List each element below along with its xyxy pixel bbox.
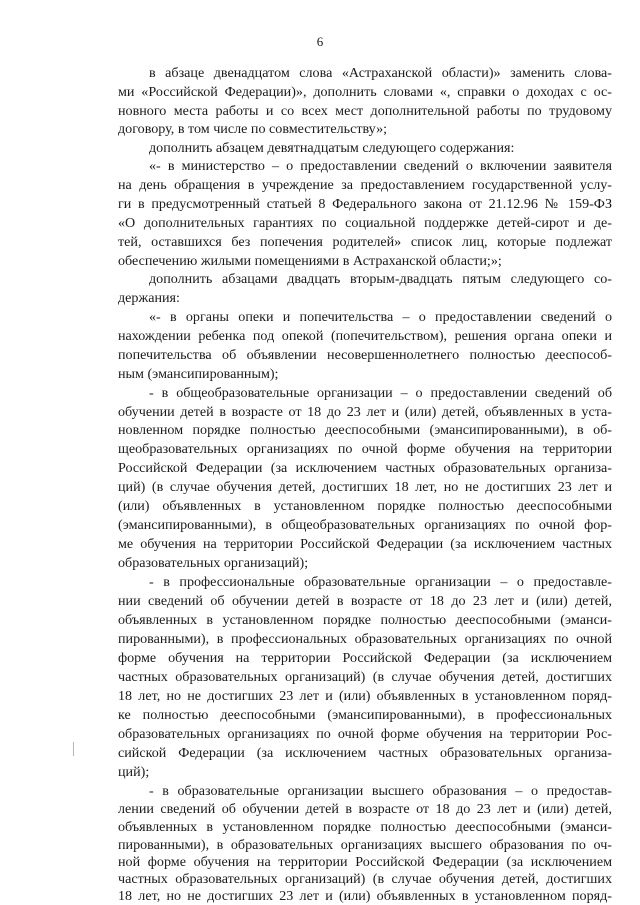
text-line: договору, в том числе по совместительству»; bbox=[118, 121, 388, 137]
text-line: 18 лет, но не достигших 23 лет и (или) объявленных в установленном поряд- bbox=[118, 688, 612, 704]
text-line: ным (эмансипированным); bbox=[118, 366, 279, 382]
text-line: в абзаце двенадцатом слова «Астраханской области)» заменить слова- bbox=[149, 65, 612, 81]
text-line: ги в предусмотренный статьей 8 Федерального закона от 21.12.96 № 159-ФЗ bbox=[118, 196, 612, 212]
text-line: ме обучения на территории Российской Федерации (за исключением частных bbox=[118, 536, 612, 552]
text-line: нии сведений об обучении детей в возрасте от 18 до 23 лет и (или) детей, bbox=[118, 593, 612, 609]
scan-margin-mark bbox=[73, 742, 74, 756]
text-line: образовательных организациях по очной форме обучения на территории Рос- bbox=[118, 726, 612, 742]
text-line: держания: bbox=[118, 290, 180, 306]
text-line: ций); bbox=[118, 764, 150, 780]
page-number: 6 bbox=[316, 34, 324, 49]
text-line: дополнить абзацами двадцать вторым-двадцать пятым следующего со- bbox=[149, 271, 612, 287]
text-line: пированными), в образовательных организациях высшего образования по оч- bbox=[118, 837, 612, 853]
text-line: образовательных организаций); bbox=[118, 555, 309, 571]
text-line: «О дополнительных гарантиях по социальной поддержке детей-сирот и де- bbox=[118, 215, 612, 231]
text-line: частных образовательных организаций) (в случае обучения детей, достигших bbox=[118, 871, 612, 887]
text-line: тей, оставшихся без попечения родителей» список лиц, которые подлежат bbox=[118, 234, 612, 250]
text-line: Российской Федерации (за исключением частных образовательных организа- bbox=[118, 460, 612, 476]
text-line: сийской Федерации (за исключением частных образовательных организа- bbox=[118, 745, 612, 761]
text-line: - в общеобразовательные организации – о предоставлении сведений об bbox=[149, 385, 612, 401]
text-line: на день обращения в учреждение за предоставлением государственной услу- bbox=[118, 177, 612, 193]
text-line: (эмансипированными), в общеобразовательных организациях по очной фор- bbox=[118, 517, 612, 533]
text-line: ций) (в случае обучения детей, достигших 18 лет, но не достигших 23 лет и bbox=[118, 479, 612, 495]
text-line: новного места работы и со всех мест дополнительной работы по трудовому bbox=[118, 103, 612, 119]
text-line: ной форме обучения на территории Российской Федерации (за исключением bbox=[118, 854, 612, 870]
text-line: попечительства об объявлении несовершеннолетнего полностью дееспособ- bbox=[118, 347, 612, 363]
text-line: щеобразовательных организациях по очной форме обучения на территории bbox=[118, 441, 612, 457]
text-line: нахождении ребенка под опекой (попечительством), решения органа опеки и bbox=[118, 328, 612, 344]
text-line: обеспечению жилыми помещениями в Астраханской области;»; bbox=[118, 253, 502, 269]
text-line: (или) объявленных в установленном порядке полностью дееспособными bbox=[118, 498, 612, 514]
text-line: новленном порядке полностью дееспособными (эмансипированными), в об- bbox=[118, 422, 612, 438]
text-line: лении сведений об обучении детей в возрасте от 18 до 23 лет и (или) детей, bbox=[118, 801, 612, 817]
text-line: - в профессиональные образовательные организации – о предоставле- bbox=[149, 574, 612, 590]
text-line: ке полностью дееспособными (эмансипированными), в профессиональных bbox=[118, 707, 612, 723]
text-line: объявленных в установленном порядке полностью дееспособными (эманси- bbox=[118, 612, 612, 628]
text-line: «- в органы опеки и попечительства – о предоставлении сведений о bbox=[149, 309, 612, 325]
text-line: форме обучения на территории Российской Федерации (за исключением bbox=[118, 650, 612, 666]
text-line: дополнить абзацем девятнадцатым следующего содержания: bbox=[149, 140, 515, 156]
text-line: - в образовательные организации высшего образования – о предостав- bbox=[149, 783, 612, 799]
text-line: частных образовательных организаций) (в случае обучения детей, достигших bbox=[118, 669, 612, 685]
text-line: 18 лет, но не достигших 23 лет и (или) объявленных в установленном поряд- bbox=[118, 888, 612, 904]
text-line: обучении детей в возрасте от 18 до 23 лет и (или) детей, объявленных в уста- bbox=[118, 404, 612, 420]
text-line: «- в министерство – о предоставлении сведений о включении заявителя bbox=[149, 158, 612, 174]
text-line: объявленных в установленном порядке полностью дееспособными (эманси- bbox=[118, 819, 612, 835]
text-line: пированными), в профессиональных образовательных организациях по очной bbox=[118, 631, 612, 647]
text-line: ми «Российской Федерации)», дополнить словами «, справки о доходах с ос- bbox=[118, 84, 612, 100]
